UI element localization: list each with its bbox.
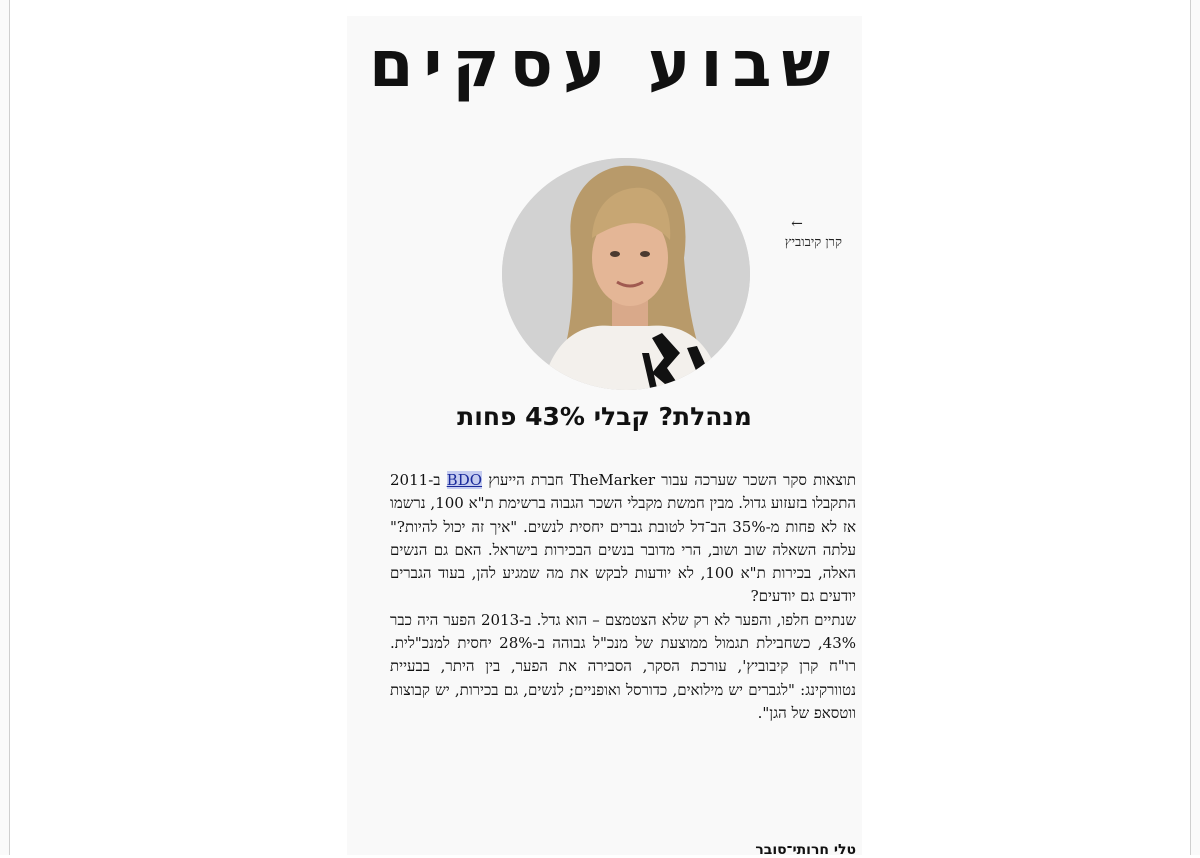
article-headline: מנהלת? קבלי 43% פחות [457, 402, 752, 431]
arrow-left-icon: ← [791, 216, 803, 232]
viewer-right-border [1190, 0, 1200, 855]
masthead-title: שבוע עסקים [368, 28, 841, 102]
portrait-photo [502, 158, 750, 390]
article-byline: טלי חרותי־סובר [755, 842, 856, 858]
caption-name: קרן קיבוביץ [784, 235, 842, 250]
article-paragraph-1 [390, 469, 856, 609]
viewer-left-border [0, 0, 10, 855]
bdo-link[interactable]: BDO [446, 471, 483, 489]
article-paragraph-2: שנתיים חלפו, והפער לא רק שלא הצטמצם – הוא גדל. ב-2013 הפער היה כבר 43%, כשחבילת תגמול ממוצעת של מנכ"ל גבוהה ב-28% יחסית למנכ"לית. רו"ח קרן קיבוביץ', עורכת הסקר, הסבירה את הפער, בין היתר, בבעיית נטוורקינג: "לגברים יש מילואים, כדורסל ואופניים; לנשים, גם בכירות, יש קבוצות ווטסאפ של הגן". [390, 610, 857, 722]
article-body [390, 469, 856, 725]
paragraph-1-start: תוצאות סקר השכר שערכה עבור TheMarker חברת הייעוץ [482, 471, 856, 489]
photo-caption [752, 216, 842, 250]
paragraph-1-rest: ב-2011 התקבלו בזעזוע גדול. מבין חמשת מקבלי השכר הגבוה ברשימת ת"א 100, נרשמו אז לא פחות מ-35% הב־דל לטובת גברים יחסית לנשים. "איך זה יכול להיות?" עלתה השאלה שוב ושוב, הרי מדובר בנשים הבכירות בישראל. האם גם הנשים האלה, בכירות ת"א 100, לא יודעות לבקש את מה שמגיע להן, בעוד הגברים יודעים גם יודעים? [390, 471, 857, 606]
newspaper-page [347, 16, 862, 858]
